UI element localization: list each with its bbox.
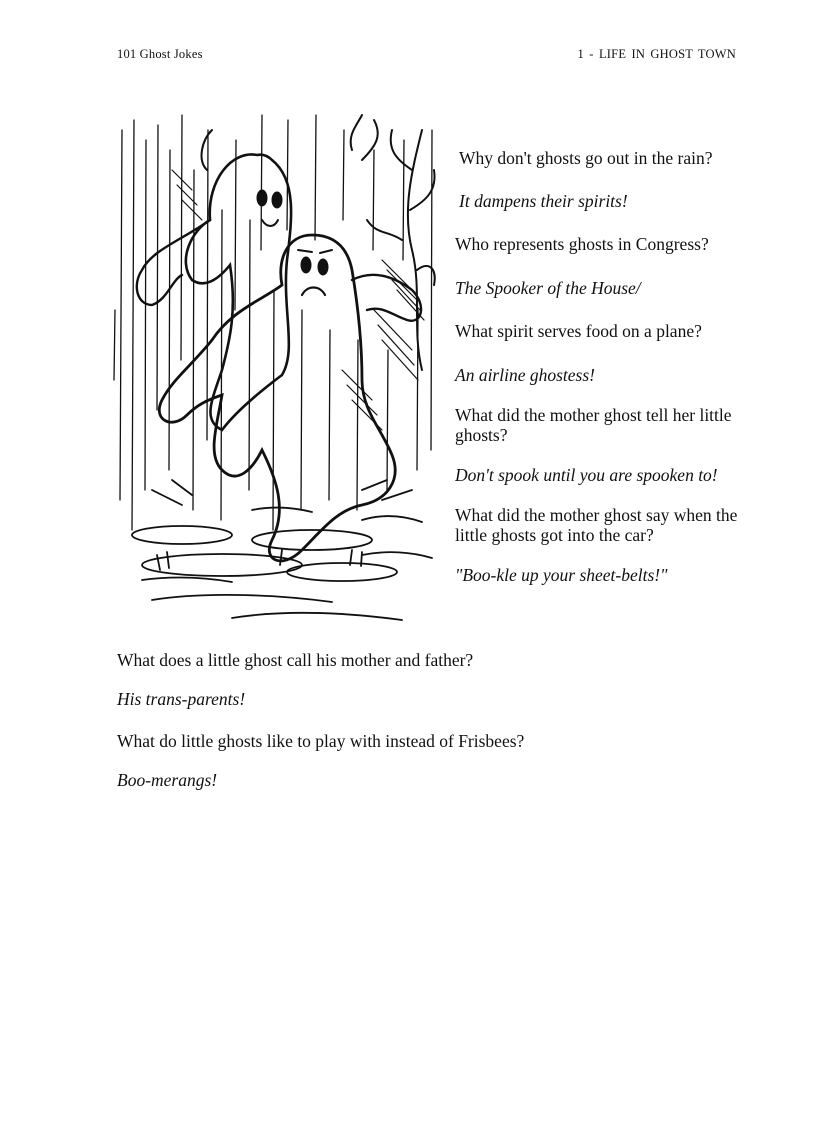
joke-question: Why don't ghosts go out in the rain? bbox=[459, 148, 713, 168]
joke-question: What did the mother ghost tell her little ghosts? bbox=[455, 405, 732, 445]
ghosts-in-rain-illustration bbox=[112, 110, 444, 625]
joke-question: What spirit serves food on a plane? bbox=[455, 321, 702, 341]
joke-answer: It dampens their spirits! bbox=[459, 191, 628, 211]
joke-question: What does a little ghost call his mother and father? bbox=[117, 650, 474, 670]
joke-answer: Boo-merangs! bbox=[117, 770, 218, 790]
joke-answer: Don't spook until you are spooken to! bbox=[455, 465, 718, 485]
joke-answer: His trans-parents! bbox=[117, 689, 246, 709]
page-header-right: 1 - LIFE IN GHOST TOWN bbox=[577, 47, 736, 61]
joke-answer: "Boo-kle up your sheet-belts!" bbox=[455, 565, 668, 585]
joke-question: What did the mother ghost say when the little ghosts got into the car? bbox=[455, 505, 738, 545]
joke-answer: The Spooker of the House/ bbox=[455, 278, 641, 298]
page-header-left: 101 Ghost Jokes bbox=[117, 47, 203, 61]
joke-question: Who represents ghosts in Congress? bbox=[455, 234, 709, 254]
joke-answer: An airline ghostess! bbox=[455, 365, 595, 385]
joke-question: What do little ghosts like to play with instead of Frisbees? bbox=[117, 731, 525, 751]
